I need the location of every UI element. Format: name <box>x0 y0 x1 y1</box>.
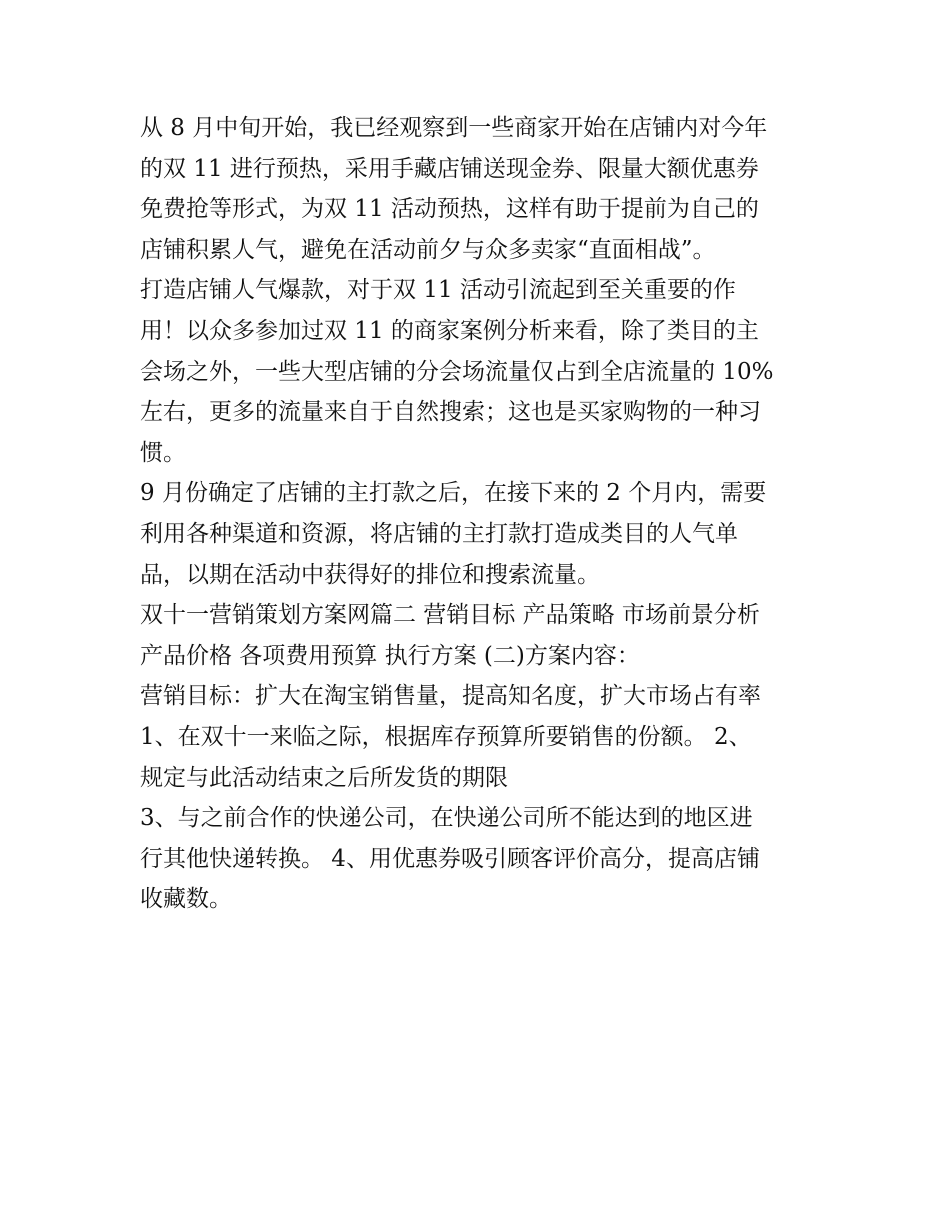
text-line: 利用各种渠道和资源，将店铺的主打款打造成类目的人气单 <box>140 520 738 547</box>
text-line: 左右，更多的流量来自于自然搜索；这也是买家购物的一种习 <box>140 399 761 426</box>
text-line: 免费抢等形式，为双 11 活动预热，这样有助于提前为自己的 <box>140 196 759 223</box>
document-body <box>140 108 820 920</box>
text-line: 规定与此活动结束之后所发货的期限 <box>140 764 508 791</box>
text-line: 的双 11 进行预热，采用手藏店铺送现金券、限量大额优惠券 <box>140 155 759 182</box>
text-line: 双十一营销策划方案网篇二 营销目标 产品策略 市场前景分析 <box>140 602 760 629</box>
text-line: 店铺积累人气，避免在活动前夕与众多卖家“直面相战”。 <box>140 236 716 263</box>
text-line: 惯。 <box>140 439 186 466</box>
paragraph-hot-item <box>140 270 820 473</box>
paragraph-marketing-goal <box>140 676 820 717</box>
paragraph-preheat <box>140 108 820 270</box>
text-line: 产品价格 各项费用预算 执行方案 (二)方案内容： <box>140 642 640 669</box>
text-line: 收藏数。 <box>140 886 232 913</box>
paragraph-list-1-2 <box>140 717 820 798</box>
text-line: 1、在双十一来临之际，根据库存预算所要销售的份额。 2、 <box>140 723 752 750</box>
text-line: 营销目标：扩大在淘宝销售量，提高知名度，扩大市场占有率 <box>140 683 761 710</box>
text-line: 打造店铺人气爆款，对于双 11 活动引流起到至关重要的作 <box>140 277 736 304</box>
text-line: 从 8 月中旬开始，我已经观察到一些商家开始在店铺内对今年 <box>140 115 768 141</box>
text-line: 会场之外，一些大型店铺的分会场流量仅占到全店流量的 10% <box>140 358 774 385</box>
text-line: 品，以期在活动中获得好的排位和搜索流量。 <box>140 561 600 588</box>
text-line: 用！以众多参加过双 11 的商家案例分析来看，除了类目的主 <box>140 317 759 344</box>
text-line: 9 月份确定了店铺的主打款之后，在接下来的 2 个月内，需要 <box>140 480 767 507</box>
text-line: 行其他快递转换。 4、用优惠券吸引顾客评价高分，提高店铺 <box>140 845 760 872</box>
paragraph-plan-outline <box>140 595 820 676</box>
paragraph-september <box>140 473 820 595</box>
text-line: 3、与之前合作的快递公司，在快递公司所不能达到的地区进 <box>140 805 753 832</box>
paragraph-list-3-4 <box>140 798 820 920</box>
